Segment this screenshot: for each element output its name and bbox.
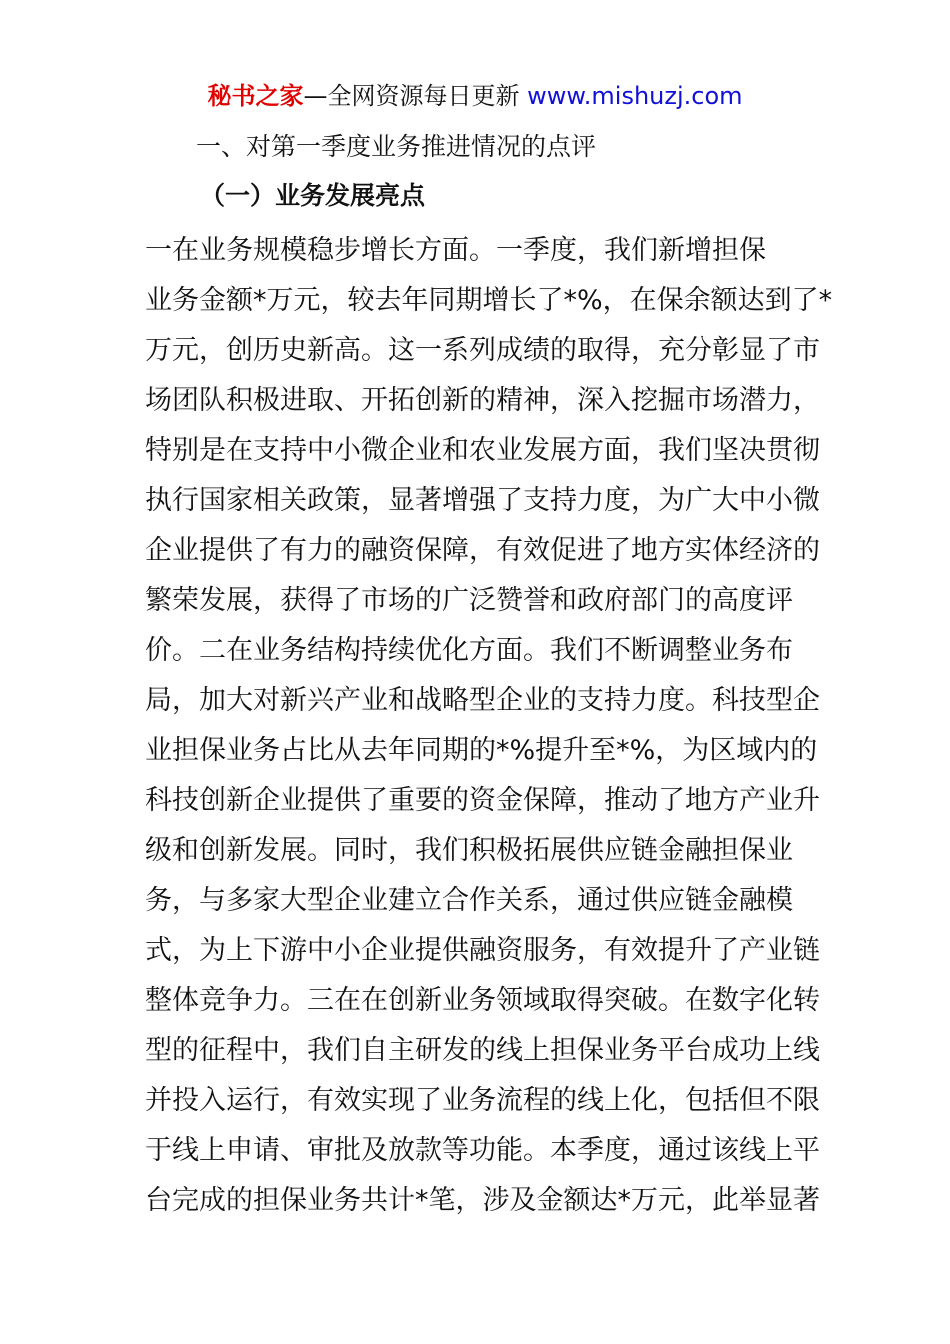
paragraph-line: 万元，创历史新高。这一系列成绩的取得，充分彰显了市 — [145, 335, 820, 366]
subsection-title: （一）业务发展亮点 — [200, 181, 426, 210]
paragraph-line: 式，为上下游中小企业提供融资服务，有效提升了产业链 — [145, 935, 820, 966]
paragraph-line: 业务金额*万元，较去年同期增长了*%，在保余额达到了* — [145, 285, 833, 316]
paragraph-line: 一在业务规模稳步增长方面。一季度，我们新增担保 — [145, 235, 766, 266]
paragraph-line: 业担保业务占比从去年同期的*%提升至*%，为区域内的 — [145, 735, 818, 766]
paragraph-line: 局，加大对新兴产业和战略型企业的支持力度。科技型企 — [145, 685, 820, 716]
paragraph-line: 执行国家相关政策，显著增强了支持力度，为广大中小微 — [145, 485, 820, 516]
paragraph-line: 企业提供了有力的融资保障，有效促进了地方实体经济的 — [145, 535, 820, 566]
site-header — [0, 80, 950, 112]
site-url-link[interactable]: www.mishuzj.com — [527, 82, 743, 110]
paragraph-line: 整体竞争力。三在在创新业务领域取得突破。在数字化转 — [145, 985, 820, 1016]
paragraph-line: 型的征程中，我们自主研发的线上担保业务平台成功上线 — [145, 1035, 820, 1066]
paragraph-line: 特别是在支持中小微企业和农业发展方面，我们坚决贯彻 — [145, 435, 820, 466]
paragraph-line: 场团队积极进取、开拓创新的精神，深入挖掘市场潜力， — [145, 385, 820, 416]
paragraph-line: 级和创新发展。同时，我们积极拓展供应链金融担保业 — [145, 835, 793, 866]
paragraph-line: 务，与多家大型企业建立合作关系，通过供应链金融模 — [145, 885, 793, 916]
paragraph-line: 并投入运行，有效实现了业务流程的线上化，包括但不限 — [145, 1085, 820, 1116]
paragraph-line: 于线上申请、审批及放款等功能。本季度，通过该线上平 — [145, 1135, 820, 1166]
section-title: 一、对第一季度业务推进情况的点评 — [196, 132, 597, 161]
paragraph-line: 繁荣发展，获得了市场的广泛赞誉和政府部门的高度评 — [145, 585, 793, 616]
paragraph-line: 价。二在业务结构持续优化方面。我们不断调整业务布 — [145, 635, 793, 666]
site-brand: 秘书之家 — [207, 82, 304, 110]
paragraph-line: 台完成的担保业务共计*笔，涉及金额达*万元，此举显著 — [145, 1185, 820, 1216]
body-paragraph — [145, 226, 833, 1226]
paragraph-line: 科技创新企业提供了重要的资金保障，推动了地方产业升 — [145, 785, 820, 816]
site-tagline: —全网资源每日更新 — [303, 82, 528, 110]
